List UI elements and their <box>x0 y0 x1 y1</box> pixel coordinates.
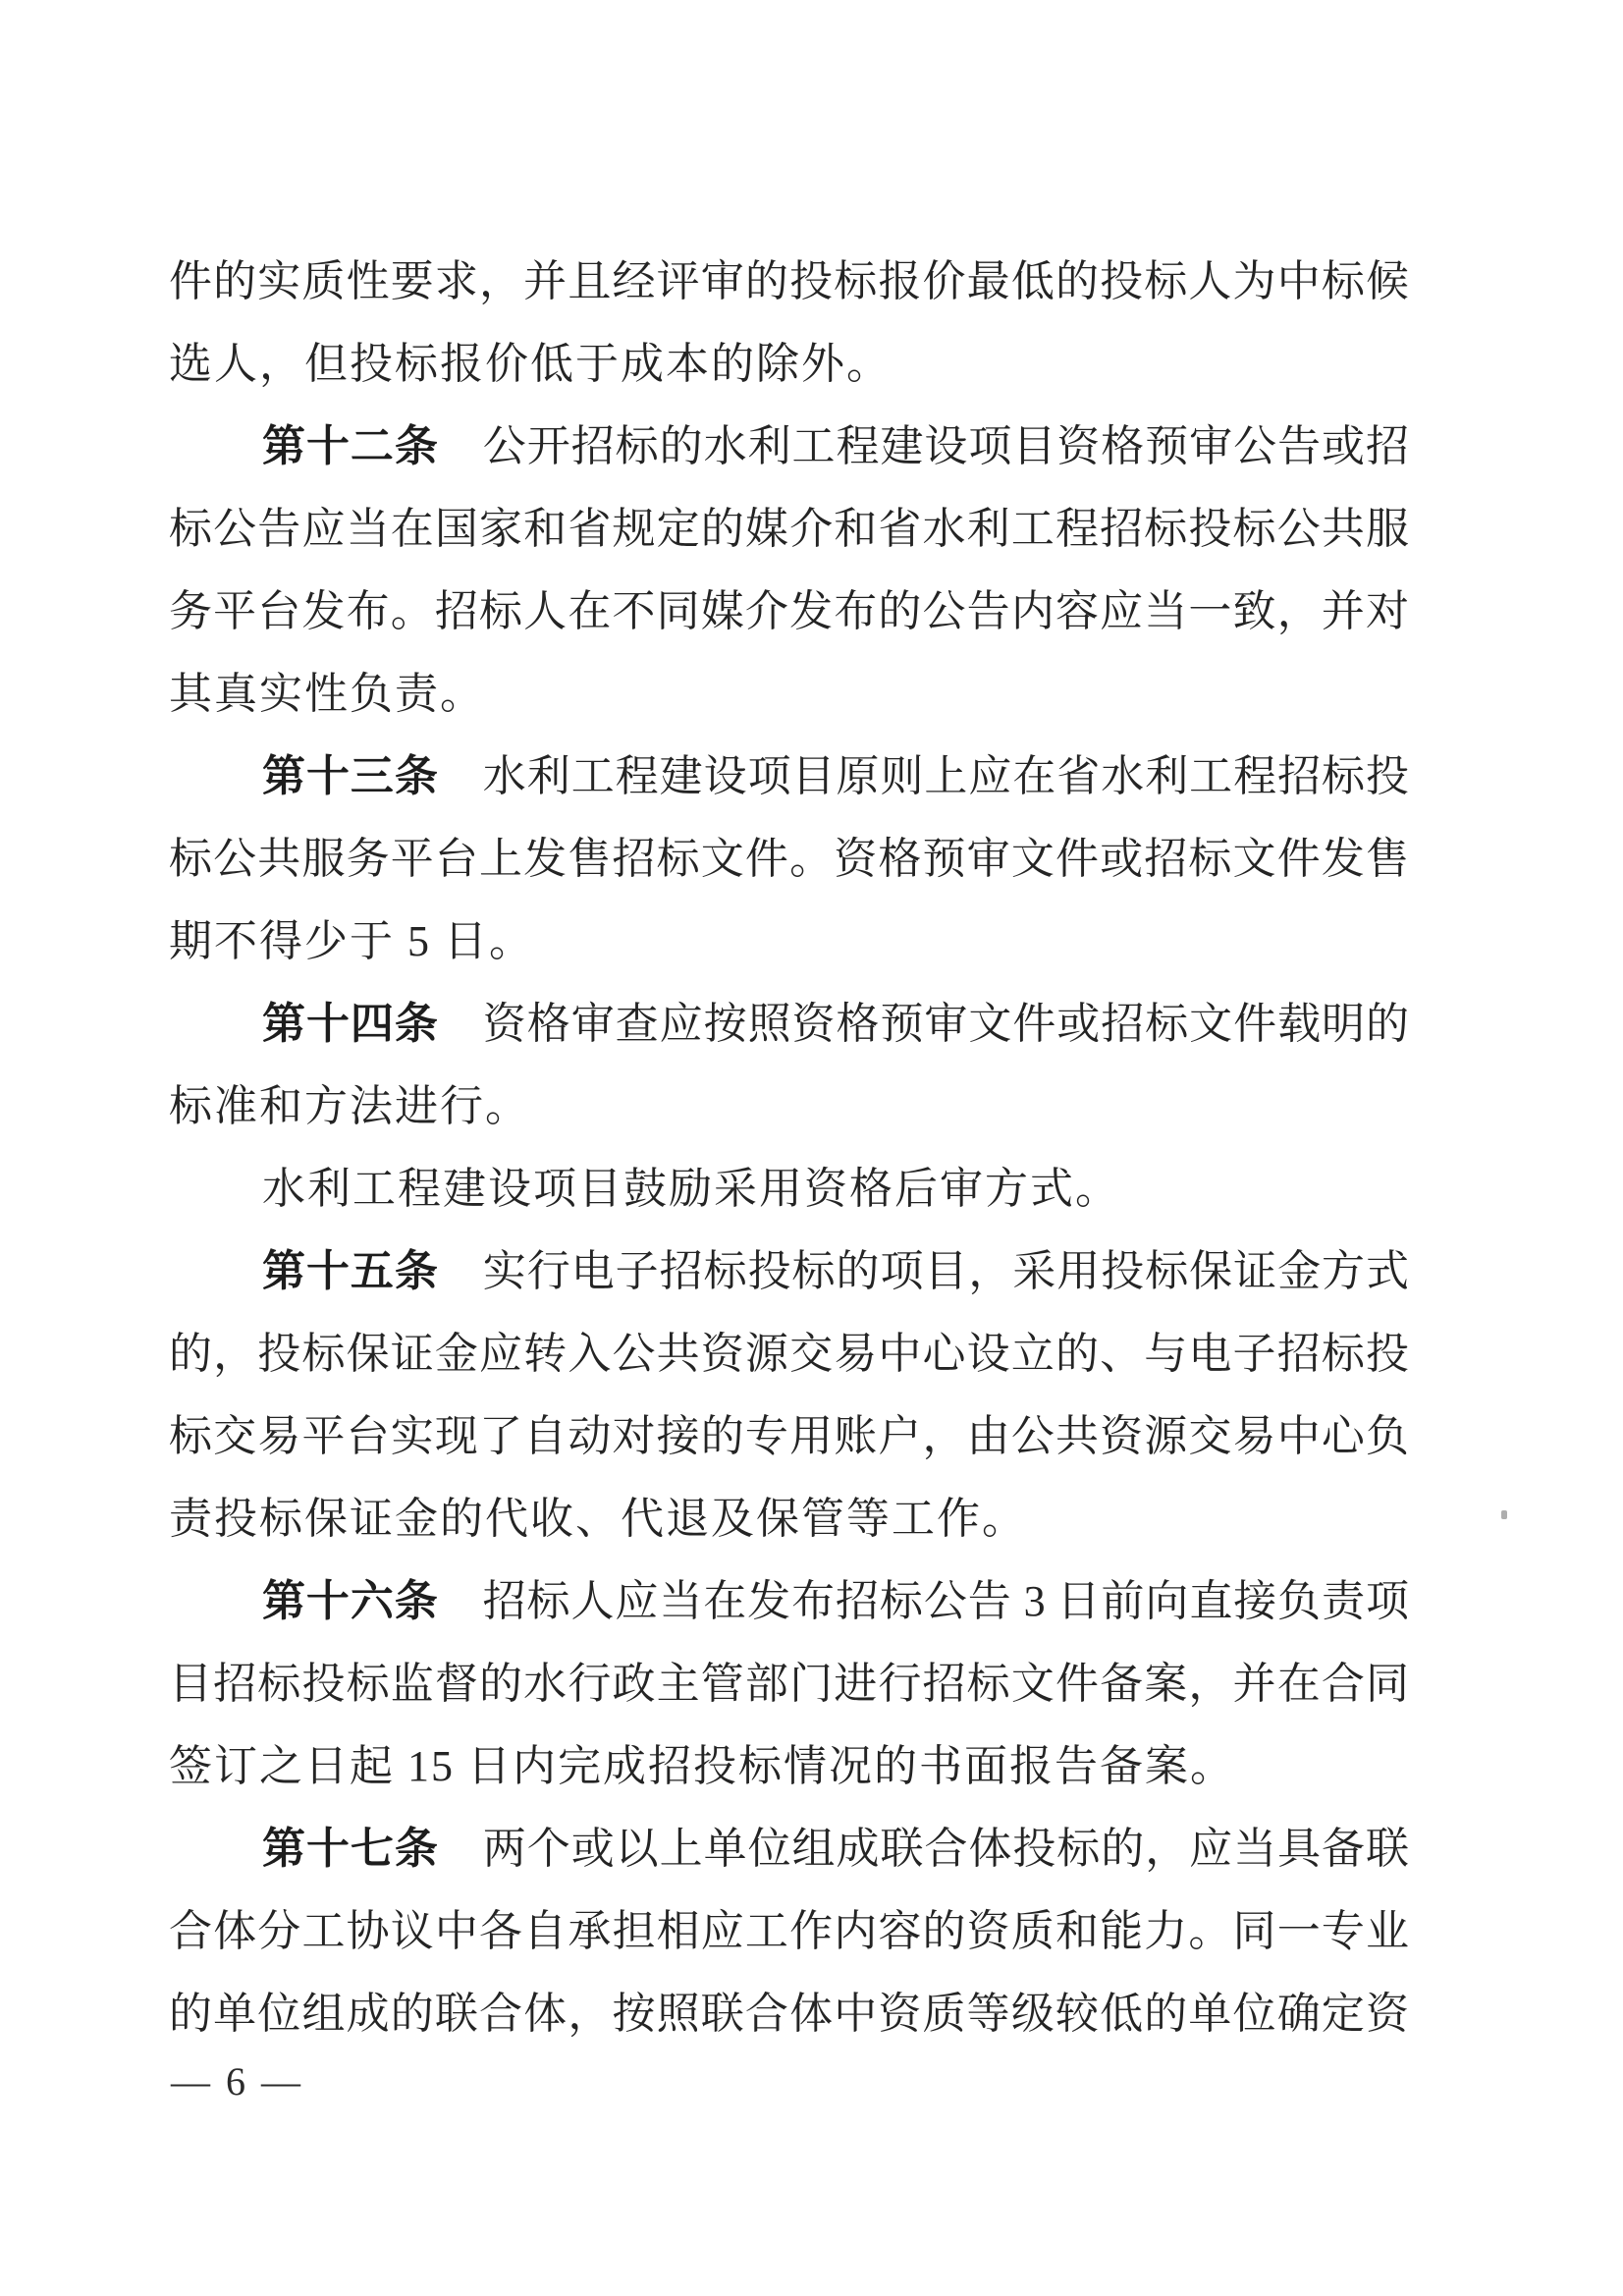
line-text: 两个或以上单位组成联合体投标的，应当具备联 <box>438 1825 1410 1873</box>
article-number: 第十三条 <box>262 752 439 800</box>
text-line <box>169 1395 1409 1478</box>
text-line <box>169 1973 1409 2055</box>
text-line <box>169 1066 1409 1148</box>
line-text: 的，投标保证金应转入公共资源交易中心设立的、与电子招标投 <box>169 1330 1409 1378</box>
line-text: 资格审查应按照资格预审文件或招标文件载明的 <box>438 1000 1410 1048</box>
document-body <box>169 241 1409 2055</box>
line-text: 的单位组成的联合体，按照联合体中资质等级较低的单位确定资 <box>169 1990 1409 2038</box>
article-line <box>169 1560 1409 1643</box>
line-text: 合体分工协议中各自承担相应工作内容的资质和能力。同一专业 <box>169 1907 1409 1955</box>
line-text: 签订之日起 15 日内完成招投标情况的书面报告备案。 <box>169 1742 1235 1790</box>
article-line <box>169 1808 1409 1890</box>
text-line <box>169 1478 1409 1560</box>
text-line <box>169 1890 1409 1973</box>
page-number <box>171 2051 303 2112</box>
line-text: 水利工程建设项目原则上应在省水利工程招标投 <box>438 752 1410 800</box>
line-text: 责投标保证金的代收、代退及保管等工作。 <box>169 1495 1027 1543</box>
text-line <box>169 571 1409 653</box>
text-line <box>169 653 1409 736</box>
line-text: 招标人应当在发布招标公告 3 日前向直接负责项 <box>438 1577 1410 1625</box>
line-text: 务平台发布。招标人在不同媒介发布的公告内容应当一致，并对 <box>169 587 1409 635</box>
text-line <box>169 1643 1409 1725</box>
article-line <box>169 406 1409 488</box>
line-text: 件的实质性要求，并且经评审的投标报价最低的投标人为中标候 <box>169 257 1409 305</box>
article-number: 第十四条 <box>262 1000 439 1048</box>
text-line <box>169 1725 1409 1808</box>
article-line <box>169 983 1409 1066</box>
scan-speck <box>1501 1510 1507 1519</box>
article-number: 第十六条 <box>262 1577 439 1625</box>
line-text: 标公告应当在国家和省规定的媒介和省水利工程招标投标公共服 <box>169 505 1409 553</box>
line-text: 水利工程建设项目鼓励采用资格后审方式。 <box>262 1165 1120 1213</box>
line-text: 期不得少于 5 日。 <box>169 917 534 965</box>
text-line <box>169 818 1409 901</box>
text-line <box>169 1148 1409 1230</box>
article-number: 第十七条 <box>262 1825 439 1873</box>
text-line <box>169 488 1409 571</box>
text-line <box>169 901 1409 983</box>
line-text: 目招标投标监督的水行政主管部门进行招标文件备案，并在合同 <box>169 1660 1409 1708</box>
line-text: 选人，但投标报价低于成本的除外。 <box>169 340 892 388</box>
line-text: 标准和方法进行。 <box>169 1082 530 1130</box>
article-number: 第十二条 <box>262 422 439 470</box>
line-text: 实行电子招标投标的项目，采用投标保证金方式 <box>438 1247 1410 1295</box>
article-line <box>169 736 1409 818</box>
text-line <box>169 241 1409 323</box>
article-number: 第十五条 <box>262 1247 439 1295</box>
text-line <box>169 323 1409 406</box>
line-text: 其真实性负责。 <box>169 670 485 718</box>
article-line <box>169 1230 1409 1313</box>
line-text: 标公共服务平台上发售招标文件。资格预审文件或招标文件发售 <box>169 835 1409 883</box>
line-text: 标交易平台实现了自动对接的专用账户，由公共资源交易中心负 <box>169 1412 1409 1460</box>
page-number-text: — 6 — <box>171 2059 303 2104</box>
text-line <box>169 1313 1409 1395</box>
line-text: 公开招标的水利工程建设项目资格预审公告或招 <box>438 422 1410 470</box>
